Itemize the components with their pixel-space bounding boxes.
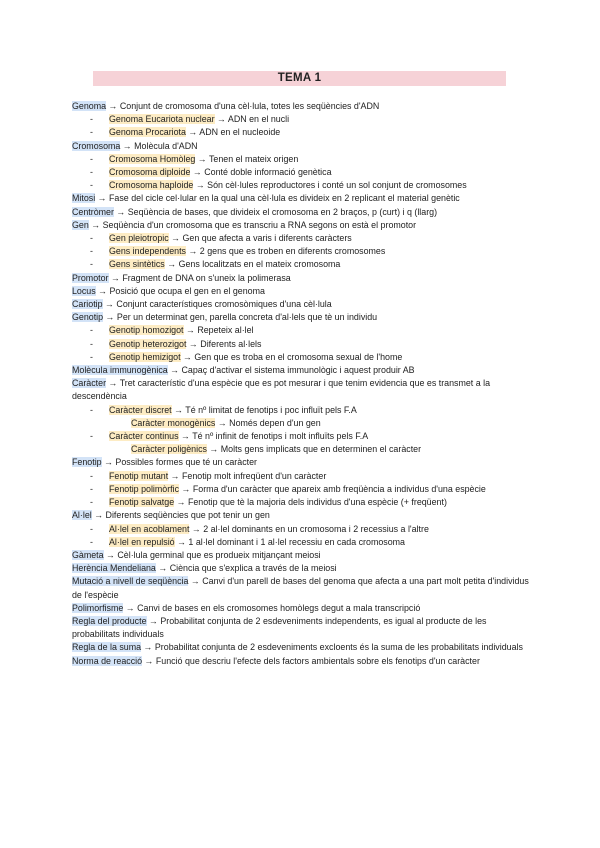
definition-line [72,245,532,258]
definition-line [72,602,532,615]
definition-description: Posició que ocupa el gen en el genoma [109,285,265,296]
definition-text [109,496,447,509]
definition-description: Probabilitat conjunta de 2 esdeveniments independents, es igual al producte de les probabilitats individuals [72,615,487,640]
definition-term: Fenotip [72,457,102,468]
definition-description: Conté doble informació genètica [204,167,332,178]
arrow-icon: → [206,444,221,455]
definition-line [72,443,532,456]
definition-term: Gen [72,219,89,230]
definition-line [72,219,532,232]
definition-description: Seqüència de bases, que divideix el cromosoma en 2 braços, p (curt) i q (llarg) [127,206,438,217]
definition-description: Gens localitzats en el mateix cromosoma [178,259,341,270]
definition-description: Fenotip molt infreqüent d'un caràcter [182,470,327,481]
definition-text [109,430,368,443]
arrow-icon: → [168,470,183,481]
arrow-icon: → [95,193,109,204]
arrow-icon: → [179,483,193,494]
arrow-icon: → [142,655,156,666]
definition-description: Canvi d'un parell de bases del genoma que afecta a una part molt petita d'individus de l'espècie [72,576,529,600]
definition-line [72,549,532,562]
definition-line [72,140,532,153]
definition-line [72,483,532,496]
arrow-icon: → [193,180,208,191]
bullet-dash: - [90,483,93,494]
arrow-icon: → [106,101,120,111]
definition-term: Cariotip [72,299,103,310]
definition-line [72,324,532,337]
definition-description: Forma d'un caràcter que apareix amb freqüència a individus d'una espècie [192,483,486,494]
definition-term: Genoma Eucariota nuclear [109,114,215,125]
definition-line [72,192,532,205]
definition-text [109,232,352,245]
definition-term: Al·lel en repulsió [109,536,175,547]
definition-text [109,470,326,483]
definition-term: Fenotip mutant [109,470,169,481]
definition-term: Herència Mendeliana [72,563,156,574]
arrow-icon: → [164,259,179,270]
bullet-dash: - [90,404,93,415]
definition-description: Seqüència d'un cromosoma que es transcriu a RNA segons on està el promotor [102,219,417,230]
definition-description: Fase del cicle cel·lular en la qual una cèl·lula es divideix en 2 replicant el material genètic [109,193,460,204]
definition-line [72,232,532,245]
arrow-icon: → [195,153,209,164]
definition-term: Regla de la suma [72,642,142,653]
definition-term: Genotip heterozigot [109,338,187,349]
definition-term: Genotip hemizigot [109,351,181,362]
page-title: TEMA 1 [93,71,506,86]
definition-description: Capaç d'activar el sistema immunològic i aquest produir AB [181,365,415,376]
arrow-icon: → [180,351,195,362]
definition-description: Té nº limitat de fenotips i poc influït pels F.A [185,404,357,415]
bullet-dash: - [90,470,93,481]
definitions-list [72,100,532,668]
arrow-icon: → [108,272,123,283]
definition-line [72,272,532,285]
definition-line [72,113,532,126]
definition-term: Genotip [72,312,104,323]
definition-line [72,126,532,139]
definition-term: Gen pleiotropic [109,233,169,244]
arrow-icon: → [174,497,188,508]
bullet-dash: - [90,127,93,138]
definition-text [109,179,467,192]
definition-term: Al·lel [72,510,92,521]
definition-description: Diferents seqüències que pot tenir un gen [105,510,270,521]
definition-line [72,166,532,179]
definition-term: Centròmer [72,206,114,217]
definition-line [72,615,532,641]
arrow-icon: → [88,219,103,230]
definition-line [72,509,532,522]
bullet-dash: - [90,167,93,178]
bullet-dash: - [90,338,93,349]
arrow-icon: → [190,167,205,178]
bullet-dash: - [90,153,93,164]
bullet-dash: - [90,180,93,191]
definition-line [72,417,532,430]
arrow-icon: → [214,114,228,125]
definition-term: Fenotip polimòrfic [109,483,180,494]
definition-line [72,404,532,417]
arrow-icon: → [103,549,118,560]
definition-line [72,351,532,364]
definition-term: Cromosoma [72,140,121,151]
definition-description: Només depen d'un gen [229,417,321,428]
definition-line [72,655,532,668]
bullet-dash: - [90,536,93,547]
definition-description: Tret característic d'una espècie que es pot mesurar i que tenim evidencia que es transmet a la descendència [72,378,491,402]
definition-line [72,179,532,192]
definition-term: Caràcter monogènics [131,417,216,428]
definition-description: Probabilitat conjunta de 2 esdeveniments excloents és la suma de les probabilitats individuals [154,642,523,653]
definition-text [109,153,298,166]
definition-line [72,536,532,549]
arrow-icon: → [91,510,106,521]
definition-line [72,298,532,311]
definition-term: Caràcter discret [109,404,172,415]
definition-term: Locus [72,285,96,296]
arrow-icon: → [174,536,189,547]
arrow-icon: → [141,642,155,653]
definition-term: Gens sintètics [109,259,165,270]
definition-term: Al·lel en acoblament [109,523,190,534]
definition-line [72,456,532,469]
definition-text [109,126,280,139]
definition-line [72,311,532,324]
definition-description: Possibles formes que té un caràcter [115,457,257,468]
arrow-icon: → [215,417,230,428]
arrow-icon: → [123,602,138,613]
definition-term: Mutació a nivell de seqüència [72,576,189,587]
definition-description: Té nº infinit de fenotips i molt influïts pels F.A [192,431,369,442]
definition-term: Norma de reacció [72,655,143,666]
definition-description: Diferents al·lels [200,338,262,349]
definition-term: Caràcter continus [109,431,179,442]
definition-term: Polimorfisme [72,602,124,613]
definition-description: Funció que descriu l'efecte dels factors ambientals sobre els fenotips d'un caràcter [155,655,480,666]
definition-term: Caràcter poligènics [131,444,207,455]
definition-text [109,245,385,258]
definition-term: Fenotip salvatge [109,497,175,508]
arrow-icon: → [168,233,183,244]
arrow-icon: → [103,312,117,323]
arrow-icon: → [171,404,186,415]
definition-line [72,364,532,377]
arrow-icon: → [106,378,120,389]
definition-text [109,338,261,351]
definition-description: Cèl·lula germinal que es produeix mitjançant meiosi [117,549,321,560]
bullet-dash: - [90,259,93,270]
definition-description: Gen que es troba en el cromosoma sexual de l'home [194,351,403,362]
definition-description: ADN en el nucleoide [199,127,281,138]
definition-line [72,338,532,351]
definition-term: Cromosoma Homòleg [109,153,196,164]
definition-text [109,258,340,271]
definition-description: Tenen el mateix origen [208,153,299,164]
definition-term: Cromosoma diploide [109,167,191,178]
bullet-dash: - [90,351,93,362]
bullet-dash: - [90,523,93,534]
definition-term: Mitosi [72,193,96,204]
definition-description: Repeteix al·lel [197,325,254,336]
definition-text [109,523,429,536]
arrow-icon: → [189,523,204,534]
arrow-icon: → [146,615,161,626]
definition-line [72,430,532,443]
definition-description: 2 al·lel dominants en un cromosoma i 2 recessius a l'altre [203,523,429,534]
definition-description: Fragment de DNA on s'uneix la polimerasa [122,272,291,283]
arrow-icon: → [185,127,200,138]
arrow-icon: → [113,206,128,217]
arrow-icon: → [95,285,110,296]
definition-description: Molts gens implicats que en determinen el caràcter [220,444,422,455]
definition-description: Ciència que s'explica a través de la meiosi [169,563,337,574]
definition-line [72,100,532,113]
definition-description: Conjunt característiques cromosòmiques d'una cèl·lula [116,299,332,310]
definition-description: 2 gens que es troben en diferents cromosomes [199,246,386,257]
definition-line [72,496,532,509]
arrow-icon: → [102,299,117,310]
definition-term: Regla del producte [72,615,147,626]
definition-description: Fenotip que tè la majoria dels individus d'una espècie (+ freqüent) [187,497,447,508]
definition-description: Conjunt de cromosoma d'una cèl·lula, totes les seqüències d'ADN [119,101,380,111]
definition-description: Per un determinat gen, parella concreta d'al·lels que tè un individu [116,312,378,323]
arrow-icon: → [188,576,203,587]
definition-term: Gens independents [109,246,186,257]
definition-description: Gen que afecta a varis i diferents caràcters [182,233,352,244]
bullet-dash: - [90,431,93,442]
arrow-icon: → [183,325,198,336]
definition-text [109,324,254,337]
definition-text [109,536,405,549]
arrow-icon: → [185,246,200,257]
definition-line [72,641,532,654]
definition-text [109,166,332,179]
definition-description: 1 al·lel dominant i 1 al·lel recessiu en cada cromosoma [188,536,405,547]
definition-line [72,258,532,271]
definition-description: ADN en el nucli [227,114,290,125]
definition-line [72,206,532,219]
arrow-icon: → [155,563,170,574]
definition-line [72,470,532,483]
bullet-dash: - [90,246,93,257]
definition-term: Caràcter [72,378,107,389]
definition-text [109,351,402,364]
definition-term: Molècula immunogènica [72,365,168,376]
definition-term: Genotip homozigot [109,325,184,336]
definition-description: Són cèl·lules reproductores i conté un sol conjunt de cromosomes [207,180,467,191]
bullet-dash: - [90,114,93,125]
definition-term: Genoma [72,101,107,111]
definition-description: Molècula d'ADN [134,140,198,151]
arrow-icon: → [101,457,116,468]
definition-line [72,562,532,575]
definition-line [72,377,532,403]
definition-description: Canvi de bases en els cromosomes homòlegs degut a mala transcripció [137,602,421,613]
definition-line [72,575,532,601]
definition-line [72,523,532,536]
definition-line [72,285,532,298]
arrow-icon: → [186,338,201,349]
arrow-icon: → [178,431,193,442]
bullet-dash: - [90,497,93,508]
definition-line [72,153,532,166]
definition-term: Genoma Procariota [109,127,186,138]
definition-term: Cromosoma haploide [109,180,194,191]
bullet-dash: - [90,233,93,244]
definition-term: Promotor [72,272,109,283]
definition-text [109,113,289,126]
arrow-icon: → [167,365,182,376]
arrow-icon: → [120,140,135,151]
definition-text [109,404,357,417]
bullet-dash: - [90,325,93,336]
definition-term: Gàmeta [72,549,104,560]
definition-text [109,483,532,496]
